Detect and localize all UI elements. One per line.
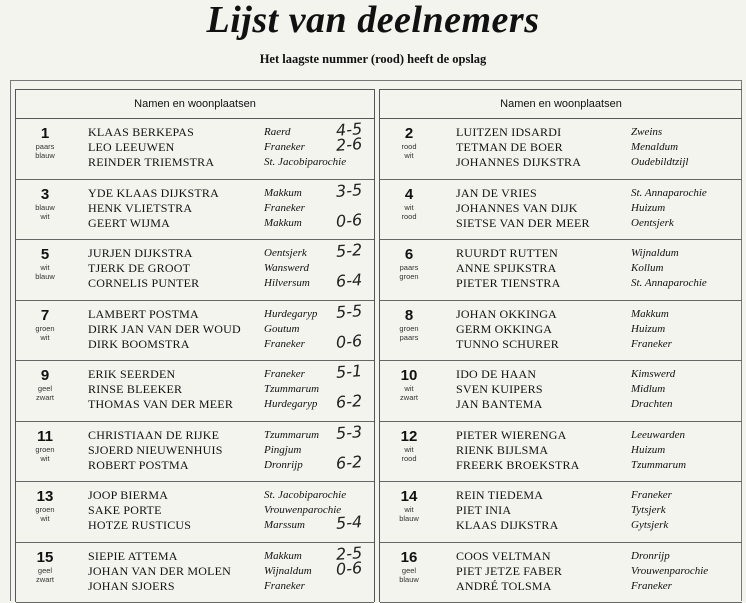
player-place: St. Jacobiparochie — [264, 488, 346, 503]
player-place: Wanswerd — [264, 261, 309, 276]
team-number-cell — [16, 361, 74, 421]
player-place: Drachten — [631, 397, 673, 412]
team-block — [380, 422, 742, 483]
player-place: Tzummarum — [264, 382, 319, 397]
team-color-label: wit — [380, 384, 438, 393]
player-place: Oudebildtzijl — [631, 155, 688, 170]
player-row — [88, 458, 368, 473]
team-color-label: wit — [380, 445, 438, 454]
player-row — [456, 140, 736, 155]
player-row — [456, 155, 736, 170]
handwritten-score: 5-5 — [336, 303, 363, 320]
player-name: PIETER WIERENGA — [456, 428, 566, 443]
player-name: CORNELIS PUNTER — [88, 276, 199, 291]
player-place: Franeker — [631, 579, 672, 594]
handwritten-score: 4-5 — [336, 121, 363, 138]
team-color-label: paars — [380, 333, 438, 342]
team-block — [16, 543, 374, 603]
player-place: Franeker — [264, 140, 305, 155]
player-row — [456, 579, 736, 594]
team-color-label: rood — [380, 454, 438, 463]
player-row — [456, 307, 736, 322]
player-place: Franeker — [631, 488, 672, 503]
player-name: ERIK SEERDEN — [88, 367, 175, 382]
player-name: LAMBERT POSTMA — [88, 307, 199, 322]
team-block — [380, 119, 742, 180]
player-row — [88, 276, 368, 291]
player-row — [88, 579, 368, 594]
player-name: JOHAN OKKINGA — [456, 307, 557, 322]
player-name: COOS VELTMAN — [456, 549, 551, 564]
player-place: St. Annaparochie — [631, 186, 707, 201]
player-name: HENK VLIETSTRA — [88, 201, 192, 216]
team-number-cell — [16, 119, 74, 179]
player-name: PIET INIA — [456, 503, 511, 518]
team-color-label: wit — [16, 263, 74, 272]
team-color-label: geel — [380, 566, 438, 575]
team-number: 13 — [16, 488, 74, 505]
player-name: DIRK JAN VAN DER WOUD — [88, 322, 241, 337]
player-place: St. Jacobiparochie — [264, 155, 346, 170]
player-row — [456, 549, 736, 564]
team-color-label: wit — [380, 151, 438, 160]
team-number-cell — [16, 543, 74, 603]
player-name: SAKE PORTE — [88, 503, 162, 518]
player-row — [456, 125, 736, 140]
player-list — [456, 125, 736, 170]
player-place: Raerd — [264, 125, 290, 140]
player-list — [88, 125, 368, 170]
player-name: PIETER TIENSTRA — [456, 276, 560, 291]
team-number: 10 — [380, 367, 438, 384]
page-title: Lijst van deelnemers — [0, 0, 746, 42]
team-number: 3 — [16, 186, 74, 203]
team-color-label: zwart — [16, 393, 74, 402]
player-place: Leeuwarden — [631, 428, 685, 443]
player-list — [88, 307, 368, 352]
player-name: SVEN KUIPERS — [456, 382, 543, 397]
team-color-label: rood — [380, 212, 438, 221]
player-place: Makkum — [264, 549, 302, 564]
player-name: SJOERD NIEUWENHUIS — [88, 443, 223, 458]
handwritten-score: 0-6 — [336, 212, 363, 229]
team-block — [380, 240, 742, 301]
player-place: Wijnaldum — [631, 246, 679, 261]
player-place: Franeker — [264, 337, 305, 352]
player-name: JOOP BIERMA — [88, 488, 168, 503]
player-row — [88, 201, 368, 216]
team-number-cell — [16, 422, 74, 482]
player-row — [88, 216, 368, 231]
player-name: JOHANNES VAN DIJK — [456, 201, 578, 216]
player-name: REIN TIEDEMA — [456, 488, 543, 503]
player-list — [456, 186, 736, 231]
player-row — [456, 367, 736, 382]
player-row — [456, 488, 736, 503]
team-number: 14 — [380, 488, 438, 505]
team-number-cell — [16, 180, 74, 240]
team-color-label: rood — [380, 142, 438, 151]
player-name: JAN DE VRIES — [456, 186, 537, 201]
team-number: 5 — [16, 246, 74, 263]
player-row — [88, 140, 368, 155]
player-list — [88, 428, 368, 473]
player-place: Huizum — [631, 443, 665, 458]
player-row — [88, 125, 368, 140]
team-color-label: groen — [16, 445, 74, 454]
player-name: PIET JETZE FABER — [456, 564, 562, 579]
handwritten-score: 5-2 — [336, 242, 363, 259]
player-list — [88, 549, 368, 594]
column-header-right: Namen en woonplaatsen — [380, 90, 742, 119]
player-row — [88, 564, 368, 579]
player-place: Hurdegaryp — [264, 307, 317, 322]
handwritten-score: 6-2 — [336, 393, 363, 410]
player-name: GEERT WIJMA — [88, 216, 170, 231]
player-place: Kimswerd — [631, 367, 675, 382]
player-row — [88, 397, 368, 412]
player-place: Wijnaldum — [264, 564, 312, 579]
player-place: Franeker — [264, 367, 305, 382]
player-list — [456, 307, 736, 352]
player-name: THOMAS VAN DER MEER — [88, 397, 233, 412]
player-name: ANDRÉ TOLSMA — [456, 579, 552, 594]
handwritten-score: 3-5 — [336, 182, 363, 199]
team-color-label: geel — [16, 384, 74, 393]
team-color-label: geel — [16, 566, 74, 575]
team-color-label: blauw — [16, 151, 74, 160]
player-place: Vrouwenparochie — [264, 503, 341, 518]
player-place: Oentsjerk — [631, 216, 674, 231]
player-place: Tzummarum — [264, 428, 319, 443]
team-block — [16, 301, 374, 362]
player-place: Dronrijp — [264, 458, 303, 473]
handwritten-score: 0-6 — [336, 333, 363, 350]
team-color-label: paars — [16, 142, 74, 151]
player-row — [88, 503, 368, 518]
team-color-label: blauw — [380, 575, 438, 584]
player-place: Vrouwenparochie — [631, 564, 708, 579]
player-place: Goutum — [264, 322, 299, 337]
player-row — [88, 246, 368, 261]
player-name: LUITZEN IDSARDI — [456, 125, 561, 140]
player-name: HOTZE RUSTICUS — [88, 518, 191, 533]
player-name: CHRISTIAAN DE RIJKE — [88, 428, 219, 443]
team-block — [380, 361, 742, 422]
team-block — [16, 240, 374, 301]
player-place: Dronrijp — [631, 549, 670, 564]
handwritten-score: 6-2 — [336, 454, 363, 471]
player-place: Pingjum — [264, 443, 301, 458]
player-row — [88, 382, 368, 397]
team-number-cell — [16, 301, 74, 361]
player-place: Tytsjerk — [631, 503, 666, 518]
team-color-label: groen — [16, 324, 74, 333]
player-row — [456, 322, 736, 337]
team-block — [380, 543, 742, 603]
player-name: JURJEN DIJKSTRA — [88, 246, 193, 261]
player-row — [88, 307, 368, 322]
player-place: Oentsjerk — [264, 246, 307, 261]
player-row — [456, 186, 736, 201]
player-name: ROBERT POSTMA — [88, 458, 189, 473]
player-place: Marssum — [264, 518, 305, 533]
player-name: FREERK BROEKSTRA — [456, 458, 580, 473]
player-name: GERM OKKINGA — [456, 322, 552, 337]
player-list — [456, 246, 736, 291]
team-number-cell — [16, 482, 74, 542]
team-color-label: wit — [16, 212, 74, 221]
player-place: Tzummarum — [631, 458, 686, 473]
player-row — [88, 337, 368, 352]
player-list — [456, 367, 736, 412]
team-color-label: wit — [16, 333, 74, 342]
team-color-label: wit — [380, 505, 438, 514]
team-color-label: blauw — [16, 203, 74, 212]
right-column — [379, 89, 742, 602]
player-name: SIETSE VAN DER MEER — [456, 216, 590, 231]
team-color-label: blauw — [380, 514, 438, 523]
player-list — [88, 367, 368, 412]
player-name: JOHAN SJOERS — [88, 579, 175, 594]
player-row — [88, 443, 368, 458]
team-number-cell — [380, 180, 438, 240]
team-number: 16 — [380, 549, 438, 566]
team-number-cell — [380, 119, 438, 179]
player-name: JOHANNES DIJKSTRA — [456, 155, 581, 170]
player-row — [88, 428, 368, 443]
player-name: JAN BANTEMA — [456, 397, 543, 412]
player-place: Franeker — [631, 337, 672, 352]
player-name: TUNNO SCHURER — [456, 337, 559, 352]
team-color-label: wit — [380, 203, 438, 212]
team-block — [16, 422, 374, 483]
player-row — [456, 397, 736, 412]
player-place: Makkum — [264, 216, 302, 231]
player-place: Hilversum — [264, 276, 310, 291]
player-row — [456, 428, 736, 443]
player-row — [456, 216, 736, 231]
team-color-label: zwart — [16, 575, 74, 584]
team-block — [380, 180, 742, 241]
left-column — [15, 89, 375, 602]
handwritten-score: 5-4 — [336, 514, 363, 531]
team-color-label: groen — [16, 505, 74, 514]
player-row — [456, 564, 736, 579]
team-number-cell — [380, 301, 438, 361]
handwritten-score: 5-1 — [336, 363, 363, 380]
player-row — [88, 155, 368, 170]
player-row — [456, 201, 736, 216]
player-row — [456, 246, 736, 261]
team-color-label: paars — [380, 263, 438, 272]
player-row — [88, 549, 368, 564]
player-name: IDO DE HAAN — [456, 367, 536, 382]
player-row — [456, 458, 736, 473]
team-number-cell — [380, 361, 438, 421]
team-block — [16, 180, 374, 241]
player-name: JOHAN VAN DER MOLEN — [88, 564, 231, 579]
team-number: 9 — [16, 367, 74, 384]
player-place: Kollum — [631, 261, 663, 276]
team-number: 15 — [16, 549, 74, 566]
team-block — [380, 482, 742, 543]
player-list — [88, 246, 368, 291]
team-number: 11 — [16, 428, 74, 445]
player-list — [456, 549, 736, 594]
player-place: Hurdegaryp — [264, 397, 317, 412]
player-name: REINDER TRIEMSTRA — [88, 155, 214, 170]
player-name: RIENK BIJLSMA — [456, 443, 548, 458]
player-place: Huizum — [631, 201, 665, 216]
player-name: TJERK DE GROOT — [88, 261, 190, 276]
player-row — [88, 261, 368, 276]
player-row — [456, 382, 736, 397]
player-place: Zweins — [631, 125, 662, 140]
player-row — [88, 518, 368, 533]
player-place: Menaldum — [631, 140, 678, 155]
player-row — [456, 518, 736, 533]
team-number: 2 — [380, 125, 438, 142]
participants-table — [10, 80, 742, 601]
player-name: YDE KLAAS DIJKSTRA — [88, 186, 219, 201]
player-row — [88, 488, 368, 503]
player-name: RUURDT RUTTEN — [456, 246, 558, 261]
player-list — [456, 488, 736, 533]
team-color-label: groen — [380, 324, 438, 333]
team-number: 8 — [380, 307, 438, 324]
team-color-label: blauw — [16, 272, 74, 281]
handwritten-score: 2-5 — [336, 545, 363, 562]
team-color-label: wit — [16, 514, 74, 523]
team-number-cell — [380, 422, 438, 482]
column-header-left: Namen en woonplaatsen — [16, 90, 374, 119]
player-name: ANNE SPIJKSTRA — [456, 261, 556, 276]
player-row — [456, 261, 736, 276]
team-number: 7 — [16, 307, 74, 324]
player-name: LEO LEEUWEN — [88, 140, 175, 155]
player-place: Makkum — [264, 186, 302, 201]
team-number: 4 — [380, 186, 438, 203]
player-place: Franeker — [264, 579, 305, 594]
player-list — [88, 186, 368, 231]
player-name: RINSE BLEEKER — [88, 382, 182, 397]
page-subtitle: Het laagste nummer (rood) heeft de opslag — [0, 52, 746, 67]
handwritten-score: 2-6 — [336, 136, 363, 153]
player-list — [456, 428, 736, 473]
handwritten-score: 0-6 — [336, 560, 363, 577]
team-number: 12 — [380, 428, 438, 445]
player-row — [88, 322, 368, 337]
team-color-label: zwart — [380, 393, 438, 402]
team-number-cell — [380, 240, 438, 300]
team-color-label: wit — [16, 454, 74, 463]
player-place: Midlum — [631, 382, 665, 397]
player-name: DIRK BOOMSTRA — [88, 337, 190, 352]
team-number-cell — [16, 240, 74, 300]
player-row — [88, 367, 368, 382]
player-name: SIEPIE ATTEMA — [88, 549, 178, 564]
team-block — [16, 361, 374, 422]
player-row — [456, 276, 736, 291]
team-number-cell — [380, 543, 438, 603]
player-place: St. Annaparochie — [631, 276, 707, 291]
team-block — [16, 482, 374, 543]
team-block — [16, 119, 374, 180]
player-row — [456, 443, 736, 458]
handwritten-score: 5-3 — [336, 424, 363, 441]
player-name: KLAAS DIJKSTRA — [456, 518, 558, 533]
player-place: Gytsjerk — [631, 518, 668, 533]
player-name: KLAAS BERKEPAS — [88, 125, 194, 140]
player-row — [456, 503, 736, 518]
team-block — [380, 301, 742, 362]
player-place: Franeker — [264, 201, 305, 216]
team-number: 6 — [380, 246, 438, 263]
player-row — [88, 186, 368, 201]
team-number: 1 — [16, 125, 74, 142]
player-place: Huizum — [631, 322, 665, 337]
team-color-label: groen — [380, 272, 438, 281]
handwritten-score: 6-4 — [336, 272, 363, 289]
player-place: Makkum — [631, 307, 669, 322]
player-name: TETMAN DE BOER — [456, 140, 563, 155]
player-row — [456, 337, 736, 352]
team-number-cell — [380, 482, 438, 542]
player-list — [88, 488, 368, 533]
